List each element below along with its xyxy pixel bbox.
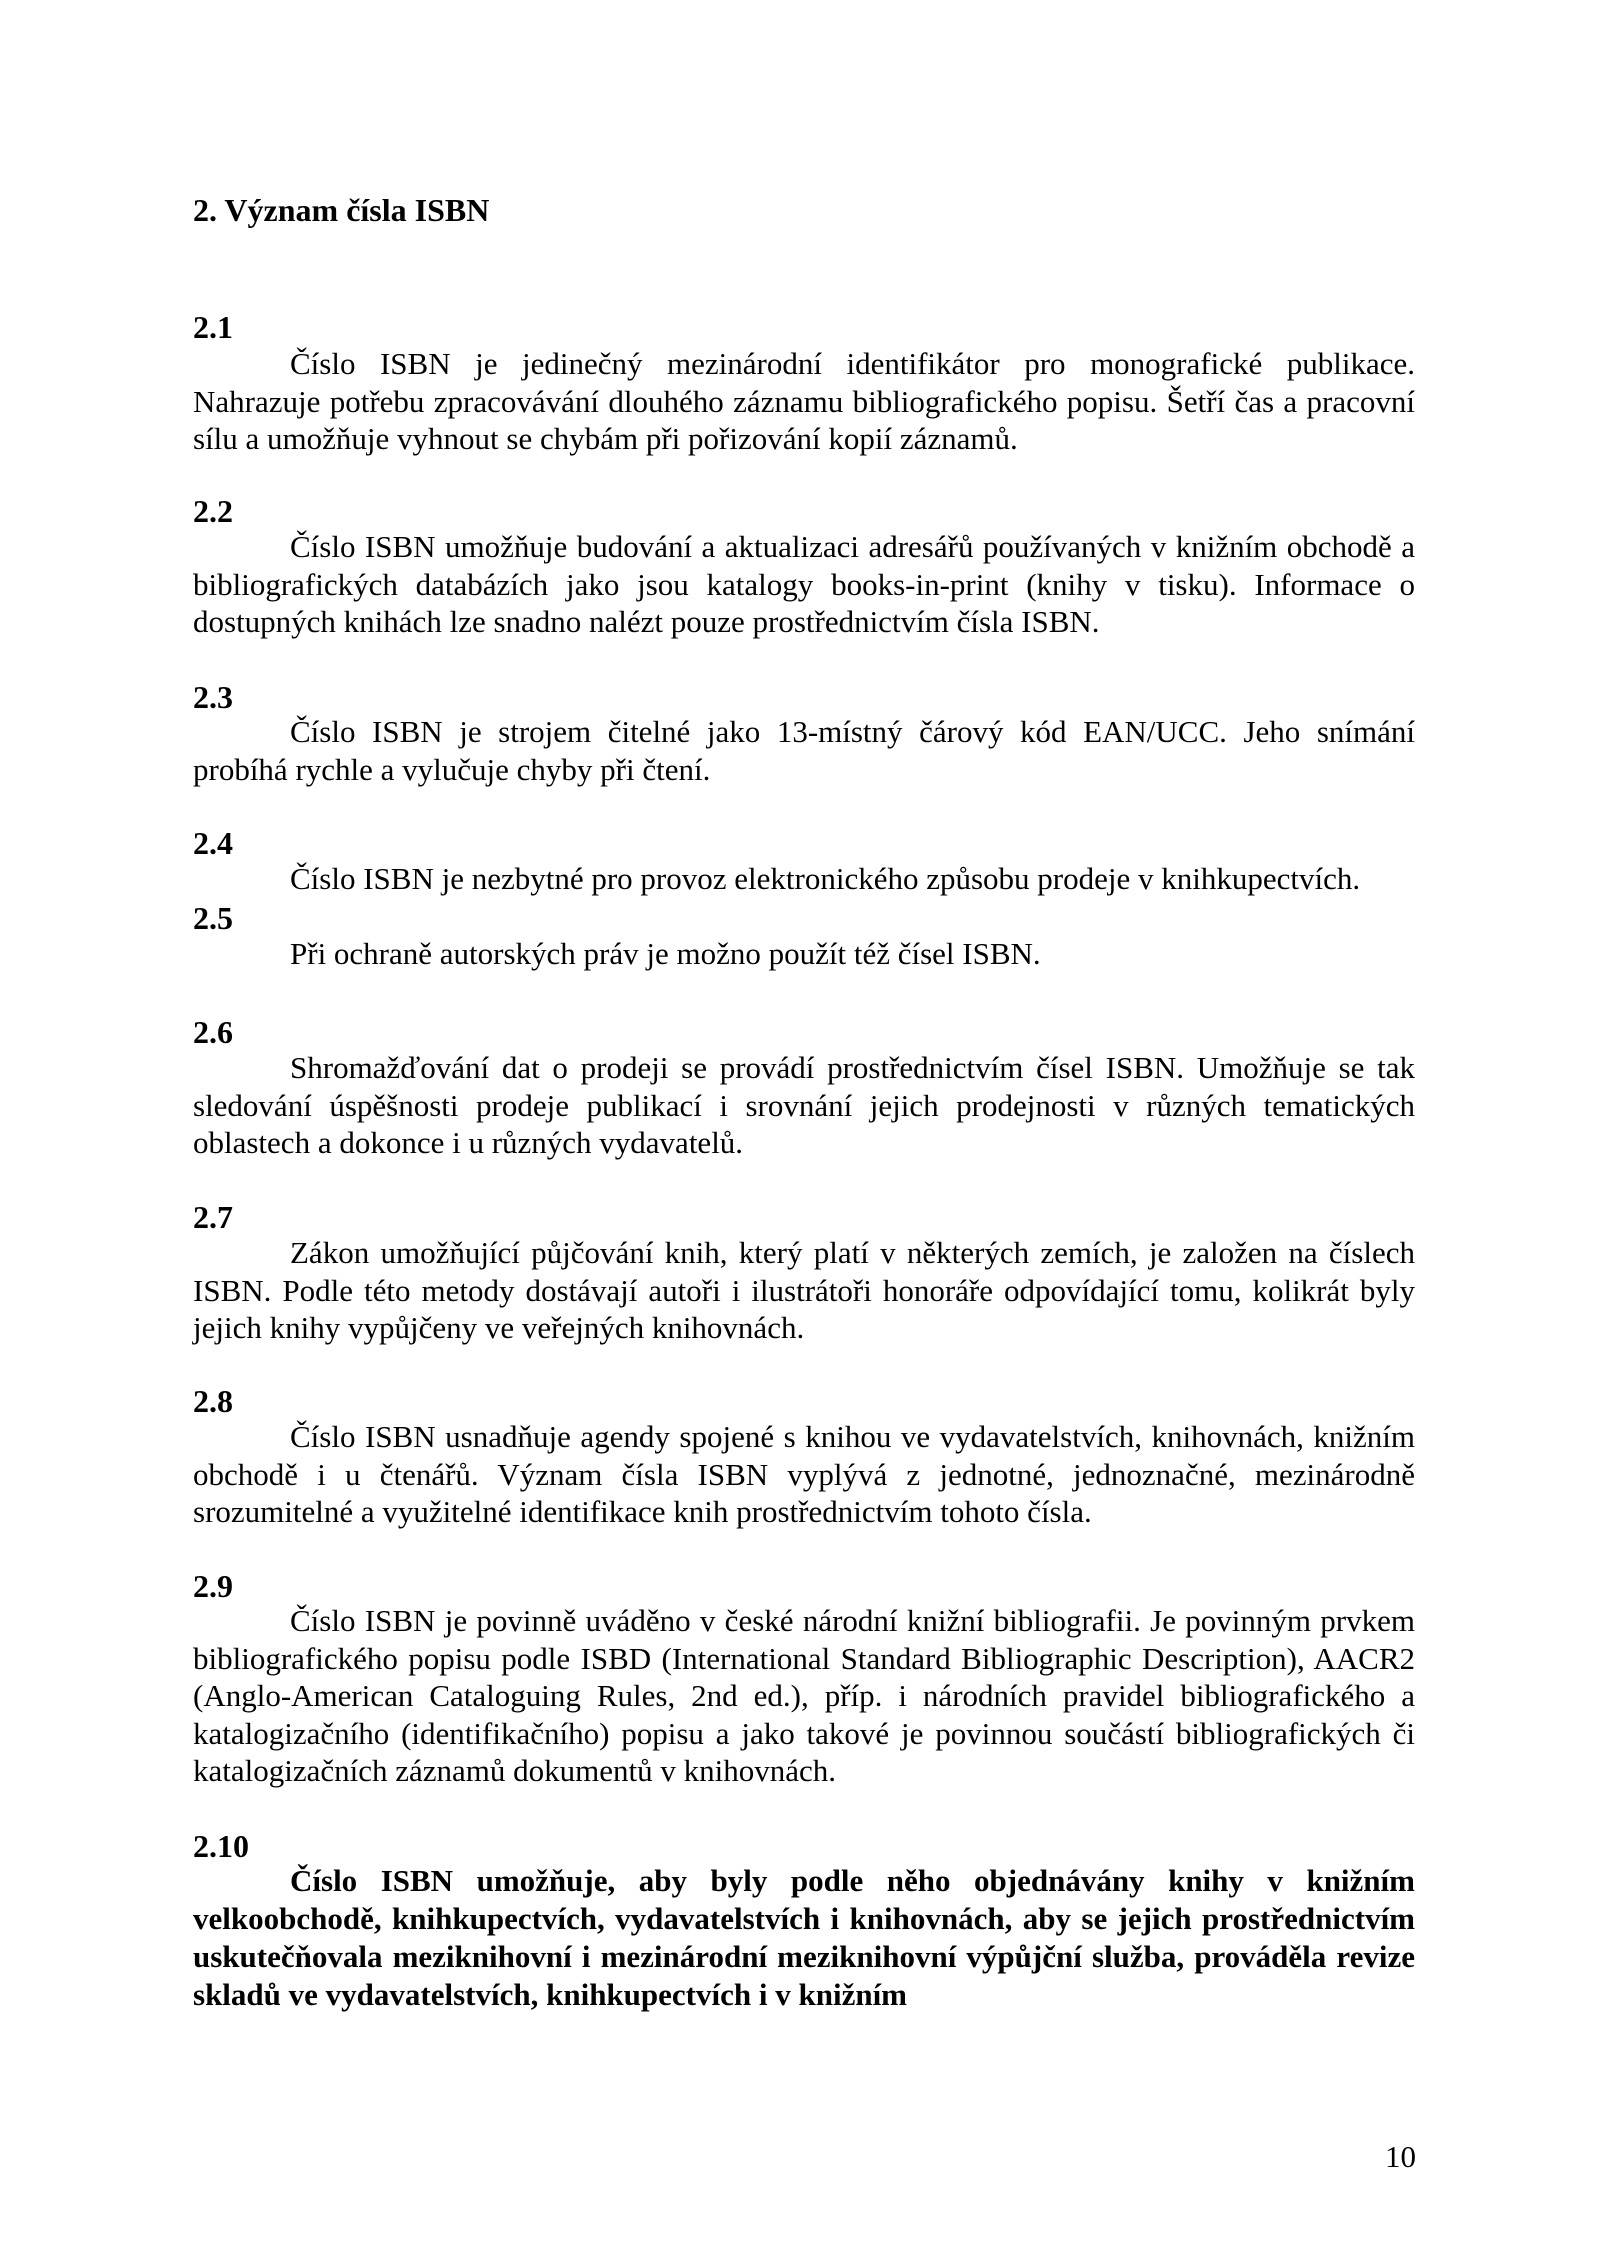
- section-text-2-2: Číslo ISBN umožňuje budování a aktualizaci adresářů používaných v knižním obchodě a bibliografických databázích jako jsou katalogy books-in-print (knihy v tisku). Informace o dostupných knihách lze snadno nalézt pouze prostřednictvím čísla ISBN.: [193, 529, 1415, 639]
- section-text-2-8: Číslo ISBN usnadňuje agendy spojené s knihou ve vydavatelstvích, knihovnách, knižním obchodě i u čtenářů. Význam čísla ISBN vyplývá z jednotné, jednoznačné, mezinárodně srozumitelné a využitelné identifikace knih prostřednictvím tohoto čísla.: [193, 1419, 1415, 1529]
- section-number-2-2: 2.2: [193, 493, 233, 529]
- section-number-2-6: 2.6: [193, 1014, 233, 1050]
- section-number-2-9: 2.9: [193, 1568, 233, 1604]
- section-text-2-1: Číslo ISBN je jedinečný mezinárodní identifikátor pro monografické publikace. Nahrazuje potřebu zpracovávání dlouhého záznamu bibliografického popisu. Šetří čas a pracovní sílu a umožňuje vyhnout se chybám při pořizování kopií záznamů.: [193, 346, 1415, 456]
- section-number-2-5: 2.5: [193, 900, 233, 936]
- section-text-2-10: Číslo ISBN umožňuje, aby byly podle něho objednávány knihy v knižním velkoobchodě, knihkupectvích, vydavatelstvích i knihovnách, aby se jejich prostřednictvím uskutečňovala meziknihovní i mezinárodní meziknihovní výpůjční služba, prováděla revize skladů ve vydavatelstvích, knihkupectvích i v knižním: [193, 1863, 1415, 2012]
- section-text-2-9: Číslo ISBN je povinně uváděno v české národní knižní bibliografii. Je povinným prvkem bibliografického popisu podle ISBD (International Standard Bibliographic Description), AACR2 (Anglo-American Cataloguing Rules, 2nd ed.), příp. i národních pravidel bibliografického a katalogizačního (identifikačního) popisu a jako takové je povinnou součástí bibliografických či katalogizačních záznamů dokumentů v knihovnách.: [193, 1603, 1415, 1788]
- section-number-2-4: 2.4: [193, 825, 233, 861]
- section-text-2-6: Shromažďování dat o prodeji se provádí prostřednictvím čísel ISBN. Umožňuje se tak sledování úspěšnosti prodeje publikací i srovnání jejich prodejnosti v různých tematických oblastech a dokonce i u různých vydavatelů.: [193, 1050, 1415, 1160]
- section-number-2-8: 2.8: [193, 1383, 233, 1419]
- section-text-2-3: Číslo ISBN je strojem čitelné jako 13-místný čárový kód EAN/UCC. Jeho snímání probíhá rychle a vylučuje chyby při čtení.: [193, 714, 1415, 787]
- page-number: 10: [1385, 2139, 1416, 2174]
- section-text-2-5: Při ochraně autorských práv je možno použít též čísel ISBN.: [290, 936, 1041, 971]
- section-text-2-4: Číslo ISBN je nezbytné pro provoz elektronického způsobu prodeje v knihkupectvích.: [290, 861, 1361, 896]
- section-number-2-10: 2.10: [193, 1828, 249, 1864]
- section-number-2-7: 2.7: [193, 1199, 233, 1235]
- page-title: 2. Význam čísla ISBN: [193, 192, 490, 228]
- section-number-2-1: 2.1: [193, 309, 233, 345]
- section-text-2-7: Zákon umožňující půjčování knih, který platí v některých zemích, je založen na číslech ISBN. Podle této metody dostávají autoři i ilustrátoři honoráře odpovídající tomu, kolikrát byly jejich knihy vypůjčeny ve veřejných knihovnách.: [193, 1235, 1415, 1345]
- section-number-2-3: 2.3: [193, 679, 233, 715]
